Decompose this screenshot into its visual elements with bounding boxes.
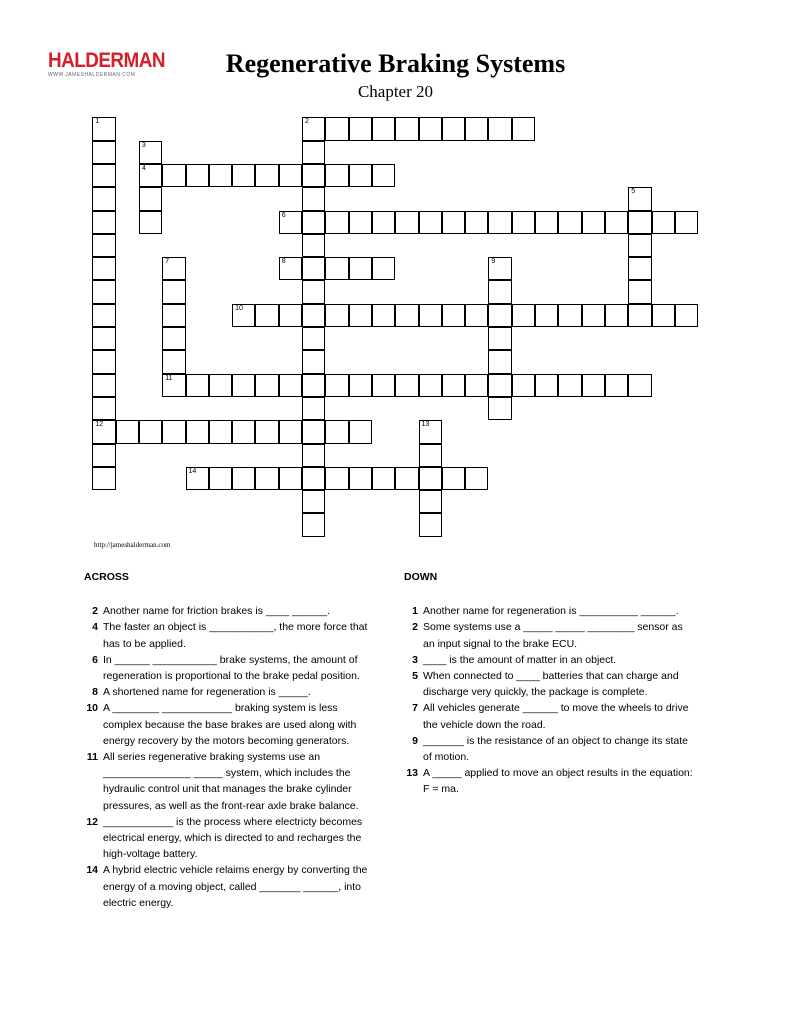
grid-cell[interactable] bbox=[488, 374, 511, 397]
grid-cell[interactable] bbox=[279, 164, 302, 187]
clue-across-12 bbox=[84, 814, 374, 863]
clue-text: A ________ ____________ braking system is less complex because the base brakes are used along with energy recovery by the motors becoming generators. bbox=[103, 702, 357, 747]
grid-cell[interactable] bbox=[488, 350, 511, 373]
clue-text: When connected to ____ batteries that can charge and discharge very quickly, the package is complete. bbox=[423, 670, 679, 699]
clue-number: 5 bbox=[412, 670, 418, 683]
grid-cell[interactable] bbox=[92, 467, 115, 490]
grid-cell[interactable] bbox=[512, 211, 535, 234]
grid-cell[interactable] bbox=[465, 304, 488, 327]
grid-cell[interactable] bbox=[279, 211, 302, 234]
grid-cell[interactable] bbox=[349, 211, 372, 234]
down-heading: DOWN bbox=[404, 571, 438, 583]
grid-cell[interactable] bbox=[395, 467, 418, 490]
grid-cell[interactable] bbox=[162, 374, 185, 397]
grid-cell[interactable] bbox=[302, 513, 325, 536]
down-list bbox=[404, 603, 694, 797]
grid-cell[interactable] bbox=[92, 444, 115, 467]
grid-cell[interactable] bbox=[512, 374, 535, 397]
grid-cell[interactable] bbox=[302, 327, 325, 350]
clue-number: 2 bbox=[92, 605, 98, 618]
grid-cell[interactable] bbox=[302, 304, 325, 327]
clue-number: 11 bbox=[86, 751, 98, 764]
grid-cell[interactable] bbox=[302, 420, 325, 443]
grid-cell[interactable] bbox=[279, 257, 302, 280]
grid-cell[interactable] bbox=[325, 117, 348, 140]
grid-cell[interactable] bbox=[605, 374, 628, 397]
grid-cell[interactable] bbox=[628, 304, 651, 327]
grid-cell[interactable] bbox=[535, 304, 558, 327]
cell-number: 12 bbox=[95, 421, 104, 429]
grid-cell[interactable] bbox=[302, 257, 325, 280]
grid-cell[interactable] bbox=[558, 374, 581, 397]
logo-url: WWW.JAMESHALDERMAN.COM bbox=[48, 72, 136, 78]
cell-number: 11 bbox=[165, 374, 173, 382]
cell-number: 5 bbox=[631, 188, 636, 196]
grid-cell[interactable] bbox=[582, 374, 605, 397]
clue-across-14 bbox=[84, 862, 374, 911]
grid-cell[interactable] bbox=[628, 187, 651, 210]
grid-cell[interactable] bbox=[628, 234, 651, 257]
grid-cell[interactable] bbox=[349, 467, 372, 490]
grid-cell[interactable] bbox=[302, 117, 325, 140]
grid-cell[interactable] bbox=[92, 397, 115, 420]
clue-text: Another name for regeneration is __________ ______. bbox=[423, 605, 679, 618]
grid-cell[interactable] bbox=[162, 350, 185, 373]
grid-cell[interactable] bbox=[279, 420, 302, 443]
grid-cell[interactable] bbox=[302, 490, 325, 513]
grid-cell[interactable] bbox=[92, 234, 115, 257]
grid-cell[interactable] bbox=[209, 374, 232, 397]
grid-cell[interactable] bbox=[652, 304, 675, 327]
grid-cell[interactable] bbox=[419, 304, 442, 327]
grid-cell[interactable] bbox=[465, 117, 488, 140]
grid-cell[interactable] bbox=[442, 117, 465, 140]
grid-cell[interactable] bbox=[209, 467, 232, 490]
grid-cell[interactable] bbox=[139, 164, 162, 187]
clue-text: Some systems use a _____ _____ ________ sensor as an input signal to the brake ECU. bbox=[423, 621, 683, 650]
grid-cell[interactable] bbox=[255, 374, 278, 397]
clue-text: A shortened name for regeneration is _____. bbox=[103, 686, 311, 699]
clue-down-1 bbox=[404, 603, 694, 619]
grid-cell[interactable] bbox=[92, 257, 115, 280]
clue-number: 14 bbox=[86, 864, 98, 877]
grid-cell[interactable] bbox=[442, 374, 465, 397]
grid-cell[interactable] bbox=[372, 374, 395, 397]
grid-cell[interactable] bbox=[92, 280, 115, 303]
grid-cell[interactable] bbox=[535, 374, 558, 397]
grid-cell[interactable] bbox=[92, 164, 115, 187]
grid-cell[interactable] bbox=[488, 304, 511, 327]
grid-cell[interactable] bbox=[302, 234, 325, 257]
cell-number: 3 bbox=[141, 141, 146, 149]
grid-cell[interactable] bbox=[302, 467, 325, 490]
clue-number: 6 bbox=[92, 653, 98, 666]
grid-cell[interactable] bbox=[209, 420, 232, 443]
grid-cell[interactable] bbox=[162, 420, 185, 443]
grid-cell[interactable] bbox=[652, 211, 675, 234]
grid-cell[interactable] bbox=[116, 420, 139, 443]
clue-number: 1 bbox=[412, 605, 418, 618]
across-clues bbox=[84, 569, 374, 911]
grid-cell[interactable] bbox=[162, 280, 185, 303]
grid-cell[interactable] bbox=[302, 397, 325, 420]
cell-number: 1 bbox=[95, 118, 100, 126]
grid-cell[interactable] bbox=[92, 350, 115, 373]
clue-number: 13 bbox=[406, 767, 418, 780]
grid-cell[interactable] bbox=[186, 420, 209, 443]
grid-cell[interactable] bbox=[442, 211, 465, 234]
grid-cell[interactable] bbox=[465, 467, 488, 490]
clue-text: The faster an object is ___________, the more force that has to be applied. bbox=[103, 621, 368, 650]
grid-cell[interactable] bbox=[442, 304, 465, 327]
clue-down-2 bbox=[404, 619, 694, 651]
grid-cell[interactable] bbox=[558, 211, 581, 234]
grid-cell[interactable] bbox=[535, 211, 558, 234]
grid-cell[interactable] bbox=[488, 280, 511, 303]
clue-text: All series regenerative braking systems use an _______________ _____ system, which includes the hydraulic control unit that manages the brake cylinder pressures, as well as the front-rear axle brake balance. bbox=[103, 751, 359, 812]
clue-number: 4 bbox=[92, 621, 98, 634]
grid-cell[interactable] bbox=[92, 374, 115, 397]
grid-cell[interactable] bbox=[162, 304, 185, 327]
clue-down-7 bbox=[404, 700, 694, 732]
grid-cell[interactable] bbox=[162, 257, 185, 280]
grid-cell[interactable] bbox=[139, 211, 162, 234]
clue-text: _______ is the resistance of an object to change its state of motion. bbox=[423, 734, 689, 764]
across-heading: ACROSS bbox=[84, 571, 129, 583]
grid-cell[interactable] bbox=[302, 374, 325, 397]
grid-cell[interactable] bbox=[302, 280, 325, 303]
grid-cell[interactable] bbox=[349, 164, 372, 187]
grid-cell[interactable] bbox=[255, 420, 278, 443]
cell-number: 2 bbox=[305, 118, 309, 126]
grid-cell[interactable] bbox=[419, 374, 442, 397]
grid-cell[interactable] bbox=[628, 280, 651, 303]
clue-down-5 bbox=[404, 668, 694, 700]
grid-cell[interactable] bbox=[372, 211, 395, 234]
grid-cell[interactable] bbox=[92, 327, 115, 350]
grid-cell[interactable] bbox=[186, 164, 209, 187]
clue-text: ____________ is the process where electricty becomes electrical energy, which is directed to and recharges the high-voltage battery. bbox=[103, 815, 363, 861]
cell-number: 13 bbox=[421, 421, 430, 429]
across-list bbox=[84, 603, 374, 911]
grid-cell[interactable] bbox=[162, 164, 185, 187]
cell-number: 4 bbox=[141, 164, 146, 172]
grid-cell[interactable] bbox=[255, 467, 278, 490]
grid-cell[interactable] bbox=[395, 374, 418, 397]
grid-cell[interactable] bbox=[628, 211, 651, 234]
grid-cell[interactable] bbox=[325, 257, 348, 280]
clue-across-6 bbox=[84, 652, 374, 684]
grid-cell[interactable] bbox=[232, 304, 255, 327]
grid-cell[interactable] bbox=[209, 164, 232, 187]
grid-cell[interactable] bbox=[349, 304, 372, 327]
grid-cell[interactable] bbox=[628, 257, 651, 280]
cell-number: 7 bbox=[165, 258, 170, 266]
grid-cell[interactable] bbox=[139, 420, 162, 443]
footer-site-url: http://jameshalderman.com bbox=[94, 541, 171, 549]
cell-number: 9 bbox=[491, 258, 496, 266]
grid-cell[interactable] bbox=[255, 164, 278, 187]
grid-cell[interactable] bbox=[302, 444, 325, 467]
grid-cell[interactable] bbox=[92, 141, 115, 164]
grid-cell[interactable] bbox=[325, 467, 348, 490]
grid-cell[interactable] bbox=[605, 304, 628, 327]
grid-cell[interactable] bbox=[92, 211, 115, 234]
grid-cell[interactable] bbox=[372, 164, 395, 187]
grid-cell[interactable] bbox=[372, 304, 395, 327]
page-subtitle: Chapter 20 bbox=[357, 82, 434, 101]
cell-number: 8 bbox=[281, 258, 286, 266]
grid-cell[interactable] bbox=[325, 164, 348, 187]
clue-across-8 bbox=[84, 684, 374, 700]
down-clues bbox=[404, 569, 694, 798]
grid-cell[interactable] bbox=[279, 304, 302, 327]
grid-cell[interactable] bbox=[279, 467, 302, 490]
grid-cell[interactable] bbox=[139, 141, 162, 164]
grid-cell[interactable] bbox=[512, 117, 535, 140]
grid-cell[interactable] bbox=[419, 444, 442, 467]
clue-text: ____ is the amount of matter in an object. bbox=[423, 653, 617, 666]
grid-cell[interactable] bbox=[395, 117, 418, 140]
grid-cell[interactable] bbox=[302, 141, 325, 164]
grid-cell[interactable] bbox=[232, 467, 255, 490]
grid-cell[interactable] bbox=[302, 211, 325, 234]
clue-across-10 bbox=[84, 700, 374, 749]
grid-cell[interactable] bbox=[325, 211, 348, 234]
grid-cell[interactable] bbox=[92, 420, 115, 443]
clue-number: 10 bbox=[86, 702, 98, 715]
clue-text: In ______ ___________ brake systems, the amount of regeneration is proportional to the brake pedal position. bbox=[103, 653, 360, 683]
grid-cell[interactable] bbox=[675, 304, 698, 327]
grid-cell[interactable] bbox=[675, 211, 698, 234]
grid-cell[interactable] bbox=[372, 257, 395, 280]
clue-down-3 bbox=[404, 652, 694, 668]
grid-cell[interactable] bbox=[419, 420, 442, 443]
grid-cell[interactable] bbox=[582, 211, 605, 234]
grid-cell[interactable] bbox=[395, 304, 418, 327]
grid-cell[interactable] bbox=[488, 257, 511, 280]
grid-cell[interactable] bbox=[139, 187, 162, 210]
grid-cell[interactable] bbox=[419, 467, 442, 490]
clue-text: A _____ applied to move an object results in the equation: F = ma. bbox=[423, 767, 693, 796]
grid-cell[interactable] bbox=[628, 374, 651, 397]
grid-cell[interactable] bbox=[605, 211, 628, 234]
grid-cell[interactable] bbox=[582, 304, 605, 327]
grid-cell[interactable] bbox=[372, 117, 395, 140]
clue-number: 9 bbox=[412, 734, 418, 747]
cell-number: 10 bbox=[235, 304, 243, 312]
clue-number: 8 bbox=[92, 686, 98, 699]
clue-number: 2 bbox=[412, 621, 418, 634]
grid-cell[interactable] bbox=[325, 304, 348, 327]
grid-cell[interactable] bbox=[92, 187, 115, 210]
grid-cell[interactable] bbox=[92, 117, 115, 140]
clue-text: Another name for friction brakes is ____ ______. bbox=[103, 605, 331, 618]
grid-cell[interactable] bbox=[349, 257, 372, 280]
grid-cell[interactable] bbox=[186, 374, 209, 397]
grid-cell[interactable] bbox=[488, 397, 511, 420]
grid-cell[interactable] bbox=[419, 211, 442, 234]
clue-text: All vehicles generate ______ to move the wheels to drive the vehicle down the road. bbox=[423, 702, 689, 731]
grid-cell[interactable] bbox=[512, 304, 535, 327]
grid-cell[interactable] bbox=[349, 420, 372, 443]
grid-cell[interactable] bbox=[488, 211, 511, 234]
grid-cell[interactable] bbox=[465, 374, 488, 397]
grid-cell[interactable] bbox=[558, 304, 581, 327]
grid-cell[interactable] bbox=[302, 187, 325, 210]
grid-cell[interactable] bbox=[372, 467, 395, 490]
grid-cell[interactable] bbox=[442, 467, 465, 490]
grid-cell[interactable] bbox=[395, 211, 418, 234]
grid-cell[interactable] bbox=[186, 467, 209, 490]
clue-number: 12 bbox=[86, 815, 98, 828]
grid-cell[interactable] bbox=[255, 304, 278, 327]
grid-cell[interactable] bbox=[232, 420, 255, 443]
grid-cell[interactable] bbox=[162, 327, 185, 350]
grid-cell[interactable] bbox=[488, 117, 511, 140]
clue-text: A hybrid electric vehicle relaims energy by converting the energy of a moving object, called _______ ______, into electric energy. bbox=[103, 864, 368, 909]
grid-cell[interactable] bbox=[232, 164, 255, 187]
grid-cell[interactable] bbox=[349, 374, 372, 397]
grid-cell[interactable] bbox=[419, 513, 442, 536]
clue-across-11 bbox=[84, 749, 374, 814]
grid-cell[interactable] bbox=[279, 374, 302, 397]
grid-cell[interactable] bbox=[488, 327, 511, 350]
grid-cell[interactable] bbox=[92, 304, 115, 327]
grid-cell[interactable] bbox=[325, 420, 348, 443]
grid-cell[interactable] bbox=[419, 490, 442, 513]
clue-number: 7 bbox=[412, 702, 418, 715]
grid-cell[interactable] bbox=[232, 374, 255, 397]
clue-down-9 bbox=[404, 733, 694, 765]
clue-down-13 bbox=[404, 765, 694, 797]
grid-cell[interactable] bbox=[349, 117, 372, 140]
logo-wordmark: HALDERMAN bbox=[48, 49, 165, 72]
cell-number: 6 bbox=[281, 211, 286, 219]
grid-cell[interactable] bbox=[302, 350, 325, 373]
page-title: Regenerative Braking Systems bbox=[225, 49, 566, 78]
clue-number: 3 bbox=[412, 653, 418, 666]
grid-cell[interactable] bbox=[325, 374, 348, 397]
clue-across-4 bbox=[84, 619, 374, 651]
cell-number: 14 bbox=[188, 467, 197, 475]
clue-across-2 bbox=[84, 603, 374, 619]
grid-cell[interactable] bbox=[419, 117, 442, 140]
grid-cell[interactable] bbox=[465, 211, 488, 234]
grid-cell[interactable] bbox=[302, 164, 325, 187]
